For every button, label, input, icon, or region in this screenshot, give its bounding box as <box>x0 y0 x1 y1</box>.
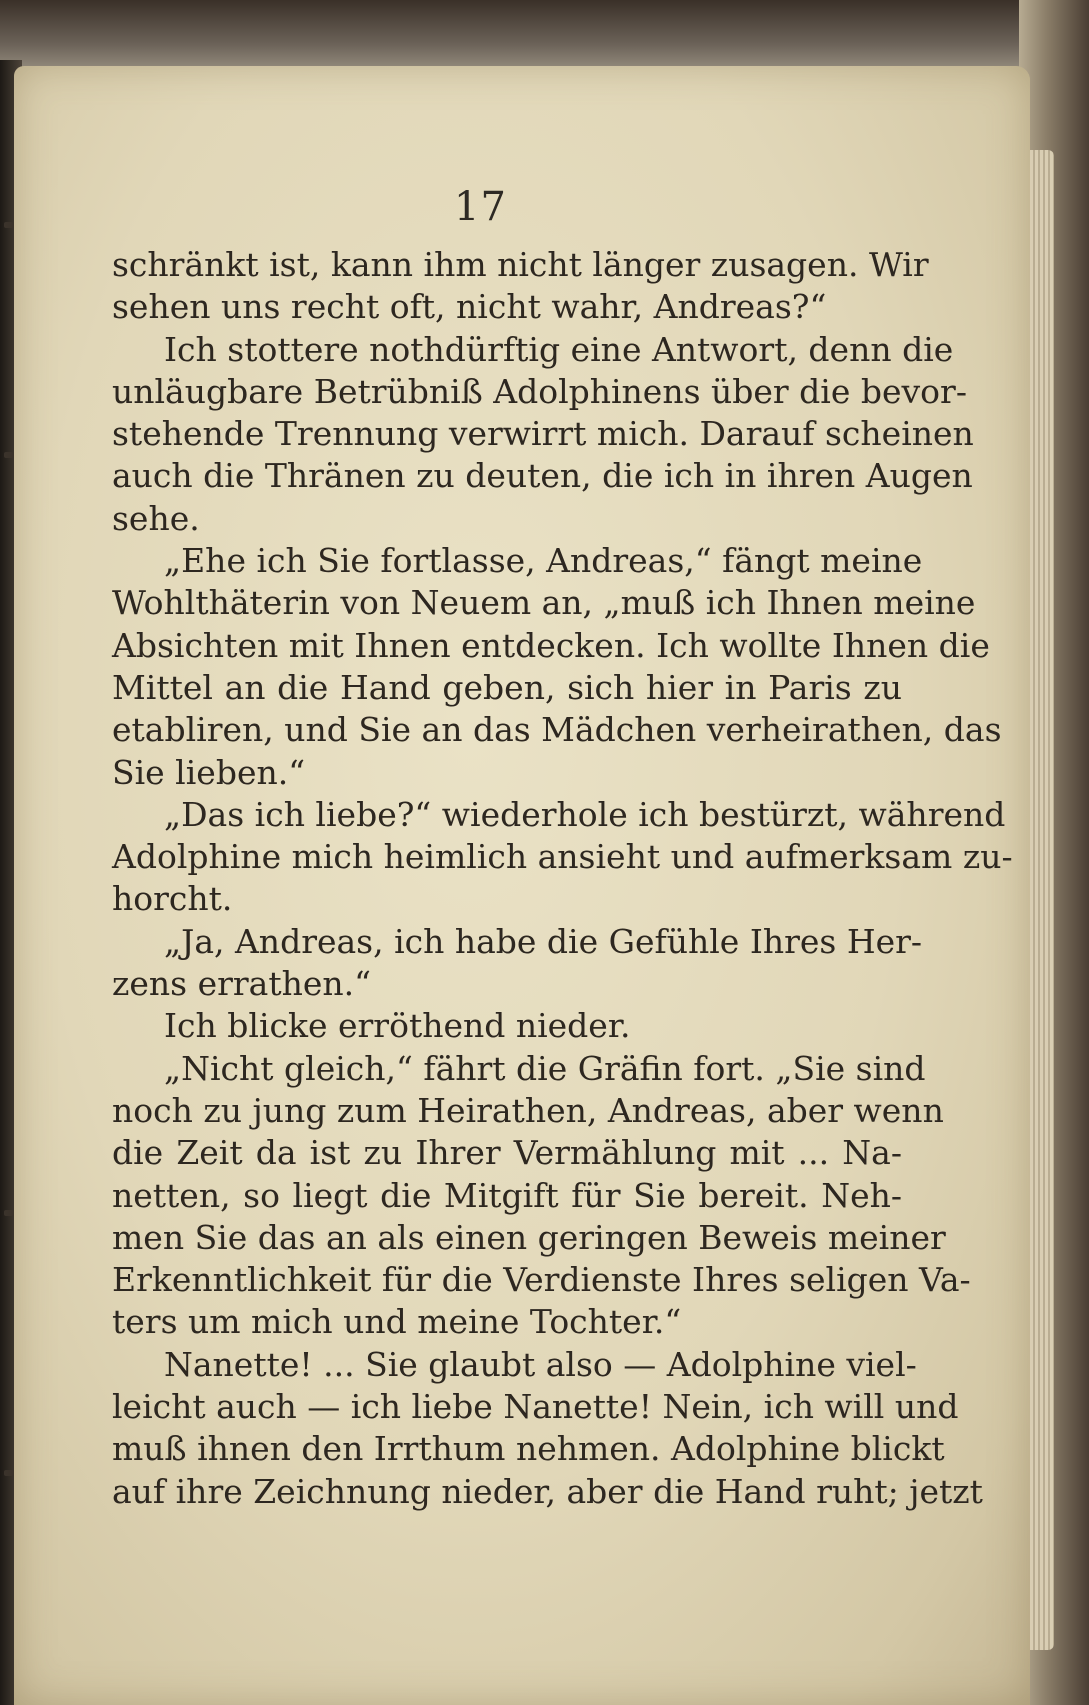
text-line: men Sie das an als einen geringen Beweis meiner <box>112 1217 946 1257</box>
margin-mark <box>4 1210 14 1216</box>
margin-mark <box>4 222 14 228</box>
text-line: leicht auch — ich liebe Nanette! Nein, ich will und <box>112 1387 959 1427</box>
text-line: stehende Trennung verwirrt mich. Darauf scheinen <box>112 414 974 454</box>
text-line: Mittel an die Hand geben, sich hier in Paris zu <box>112 667 902 707</box>
text-line: „Das ich liebe?“ wiederhole ich bestürzt, während <box>164 794 1006 834</box>
text-line: „Ja, Andreas, ich habe die Gefühle Ihres Her- <box>164 921 923 961</box>
text-line: unläugbare Betrübniß Adolphinens über die bevor- <box>112 371 967 411</box>
margin-mark <box>4 1470 14 1476</box>
text-line: ters um mich und meine Tochter.“ <box>112 1302 682 1342</box>
margin-mark <box>4 452 14 458</box>
text-line: die Zeit da ist zu Ihrer Vermählung mit ... Na- <box>112 1133 902 1173</box>
text-line: „Nicht gleich,“ fährt die Gräfin fort. „Sie sind <box>164 1048 926 1088</box>
text-line: Ich blicke erröthend nieder. <box>164 1006 631 1046</box>
text-line: horcht. <box>112 879 233 919</box>
text-line: Sie lieben.“ <box>112 752 306 792</box>
text-line: Erkenntlichkeit für die Verdienste Ihres seligen Va- <box>112 1260 971 1300</box>
text-line: „Ehe ich Sie fortlasse, Andreas,“ fängt meine <box>164 541 923 581</box>
page-text <box>112 244 1013 1513</box>
book-page <box>14 66 1030 1705</box>
text-line: auf ihre Zeichnung nieder, aber die Hand ruht; jetzt <box>112 1471 983 1511</box>
text-line: Wohlthäterin von Neuem an, „muß ich Ihnen meine <box>112 583 976 623</box>
text-line: sehe. <box>112 498 200 538</box>
text-line: noch zu jung zum Heirathen, Andreas, aber wenn <box>112 1090 944 1130</box>
text-line: Adolphine mich heimlich ansieht und aufmerksam zu- <box>112 837 1013 877</box>
text-line: Nanette! ... Sie glaubt also — Adolphine viel- <box>164 1344 917 1384</box>
text-line: sehen uns recht oft, nicht wahr, Andreas?“ <box>112 287 827 327</box>
text-line: muß ihnen den Irrthum nehmen. Adolphine blickt <box>112 1429 945 1469</box>
text-line: etabliren, und Sie an das Mädchen verheirathen, das <box>112 710 1002 750</box>
text-line: schränkt ist, kann ihm nicht länger zusagen. Wir <box>112 245 929 284</box>
page-number: 17 <box>454 184 507 230</box>
page-stack <box>1030 150 1054 1650</box>
text-line: Ich stottere nothdürftig eine Antwort, denn die <box>164 329 954 369</box>
text-line: zens errathen.“ <box>112 964 372 1004</box>
text-line: netten, so liegt die Mitgift für Sie bereit. Neh- <box>112 1175 902 1215</box>
text-line: Absichten mit Ihnen entdecken. Ich wollte Ihnen die <box>112 625 990 665</box>
text-line: auch die Thränen zu deuten, die ich in ihren Augen <box>112 456 973 496</box>
